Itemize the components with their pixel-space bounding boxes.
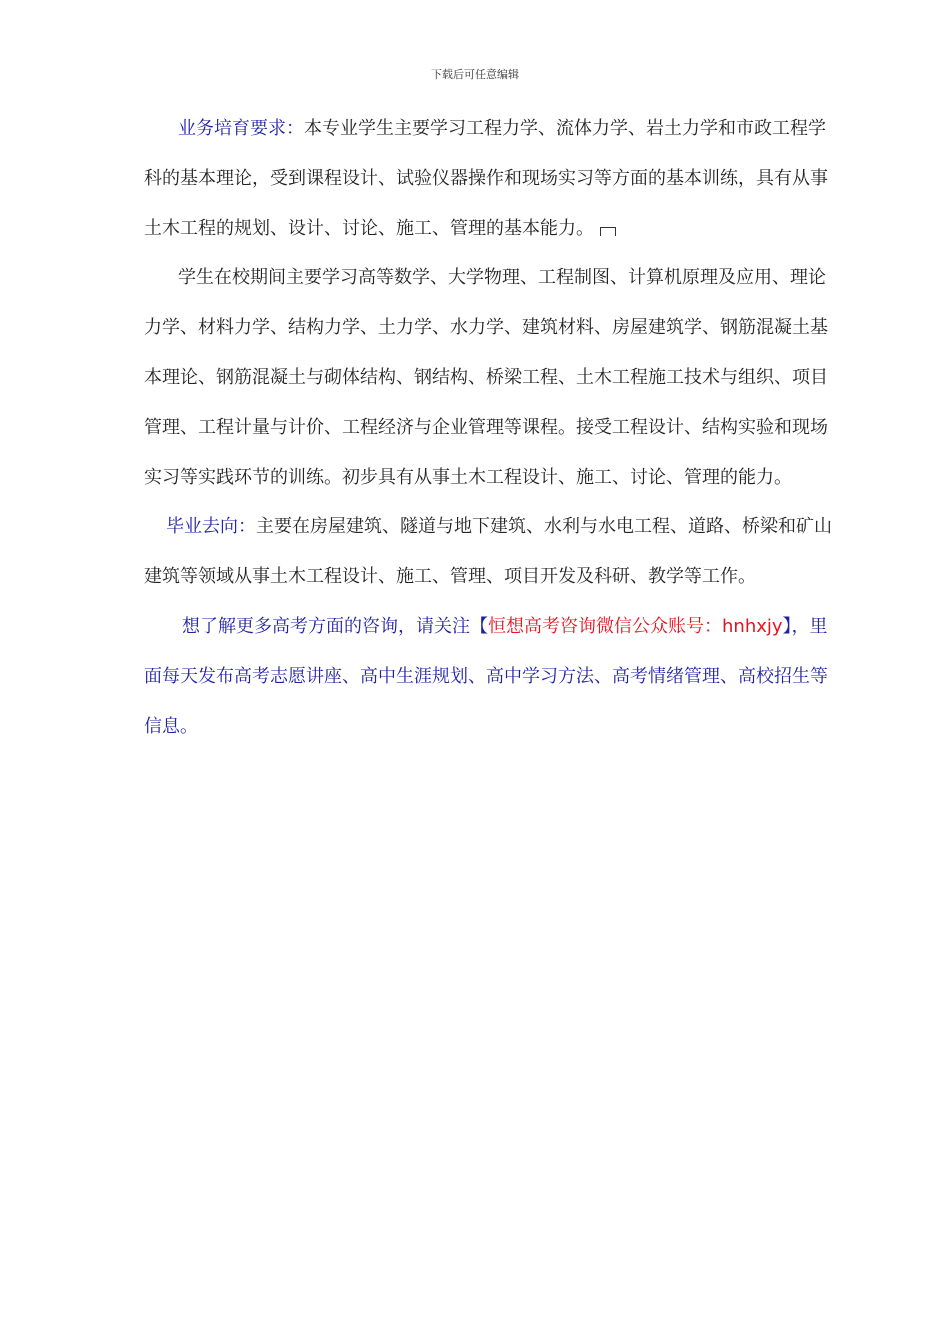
document-body: [144, 104, 840, 751]
requirements-label: 业务培育要求：: [178, 118, 304, 139]
destination-label: 毕业去向：: [166, 516, 256, 538]
promo-bracket-close: 】: [782, 615, 792, 637]
paragraph-mark-icon: [600, 227, 616, 236]
promo-tail: ，里面每天发布高考志愿讲座、高中生涯规划、高中学习方法、高考情绪管理、高校招生等信息。: [144, 615, 828, 737]
promo-lead: 想了解更多高考方面的咨询，请关注: [182, 615, 470, 637]
page-header: 下载后可任意编辑: [431, 68, 519, 81]
requirements-text: 本专业学生主要学习工程力学、流体力学、岩土力学和市政工程学科的基本理论，受到课程设计、试验仪器操作和现场实习等方面的基本训练，具有从事土木工程的规划、设计、讨论、施工、管理的基本能力。: [144, 118, 828, 239]
courses-text: 学生在校期间主要学习高等数学、大学物理、工程制图、计算机原理及应用、理论力学、材料力学、结构力学、土力学、水力学、建筑材料、房屋建筑学、钢筋混凝土基本理论、钢筋混凝土与砌体结构、钢结构、桥梁工程、土木工程施工技术与组织、项目管理、工程计量与计价、工程经济与企业管理等课程。接受工程设计、结构实验和现场实习等实践环节的训练。初步具有从事土木工程设计、施工、讨论、管理的能力。: [144, 267, 828, 488]
courses-paragraph: [144, 253, 840, 502]
promo-bracket-open: 【: [470, 615, 488, 637]
destination-text: 主要在房屋建筑、隧道与地下建筑、水利与水电工程、道路、桥梁和矿山建筑等领域从事土木工程设计、施工、管理、项目开发及科研、教学等工作。: [144, 516, 832, 588]
requirements-paragraph: [144, 104, 840, 253]
promo-paragraph: [144, 602, 840, 751]
destination-paragraph: [144, 502, 840, 602]
promo-highlight: 恒想高考咨询微信公众账号：hnhxjy: [488, 615, 783, 637]
